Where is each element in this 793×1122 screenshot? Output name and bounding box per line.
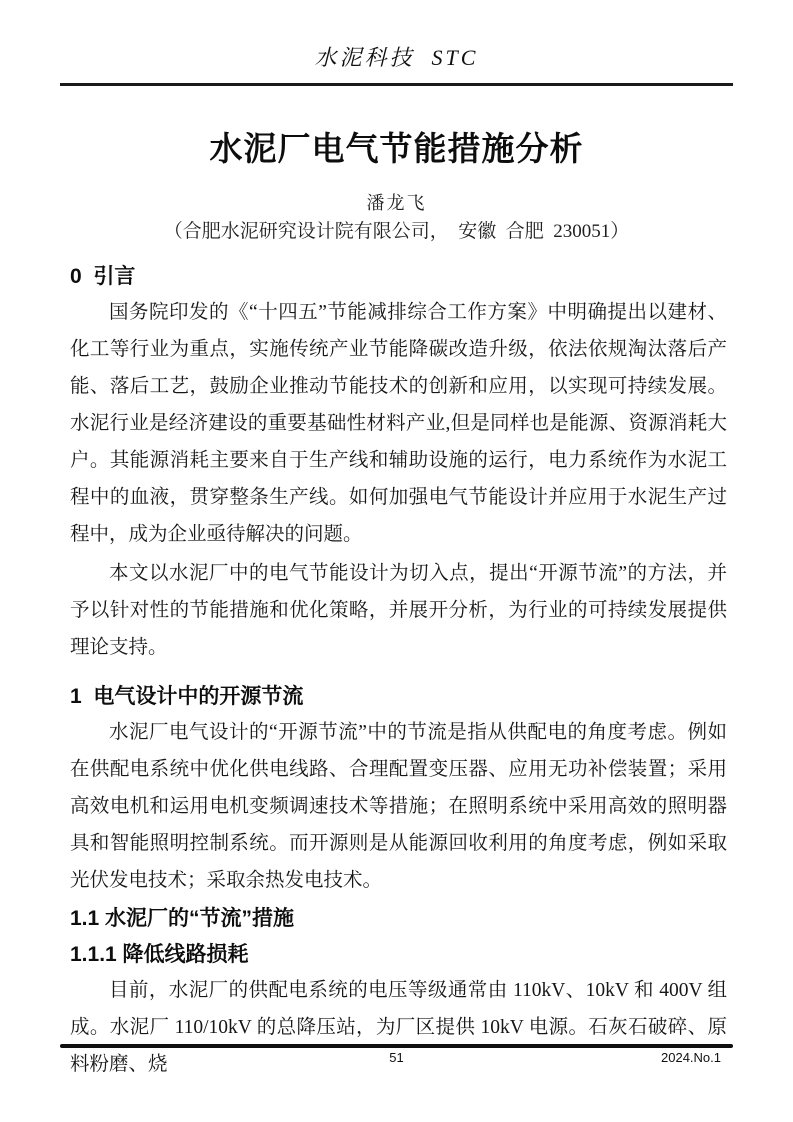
paragraph: 目前，水泥厂的供配电系统的电压等级通常由 110kV、10kV 和 400V 组成。水泥厂 110/10kV 的总降压站，为厂区提供 10kV 电源。石灰石破碎、原料粉磨、烧 (70, 980, 727, 1075)
page-number: 51 (389, 1050, 404, 1065)
article-body (70, 262, 727, 1083)
paragraph: 国务院印发的《“十四五”节能减排综合工作方案》中明确提出以建材、化工等行业为重点，实施传统产业节能降碳改造升级，依法依规淘汰落后产能、落后工艺，鼓励企业推动节能技术的创新和应用，以实现可持续发展。水泥行业是经济建设的重要基础性材料产业,但是同样也是能源、资源消耗大户。其能源消耗主要来自于生产线和辅助设施的运行，电力系统作为水泥工程中的血液，贯穿整条生产线。如何加强电气节能设计并应用于水泥生产过程中，成为企业亟待解决的问题。 (70, 302, 727, 545)
section-heading-1: 1 电气设计中的开源节流 (70, 685, 304, 708)
section-heading-1-1: 1.1 水泥厂的“节流”措施 (70, 907, 295, 930)
header-rule (60, 83, 733, 86)
article-title: 水泥厂电气节能措施分析 (209, 130, 584, 167)
section-heading-0-introduction: 0 引言 (70, 265, 136, 288)
journal-header (0, 0, 793, 86)
paragraph: 水泥厂电气设计的“开源节流”中的节流是指从供配电的角度考虑。例如在供配电系统中优化供电线路、合理配置变压器、应用无功补偿装置；采用高效电机和运用电机变频调速技术等措施；在照明系统中采用高效的照明器具和智能照明控制系统。而开源则是从能源回收利用的角度考虑，例如采取光伏发电技术；采取余热发电技术。 (70, 722, 727, 891)
journal-title: 水泥科技 STC (314, 45, 479, 70)
section-heading-1-1-1: 1.1.1 降低线路损耗 (70, 943, 249, 966)
page-footer (60, 1044, 733, 1070)
author-affiliation: （合肥水泥研究设计院有限公司， 安徽 合肥 230051） (163, 221, 630, 242)
footer-rule (60, 1044, 733, 1048)
issue-label: 2024.No.1 (661, 1050, 721, 1065)
paragraph: 本文以水泥厂中的电气节能设计为切入点，提出“开源节流”的方法，并予以针对性的节能措施和优化策略，并展开分析，为行业的可持续发展提供理论支持。 (70, 563, 727, 658)
author-name: 潘龙飞 (366, 193, 427, 213)
